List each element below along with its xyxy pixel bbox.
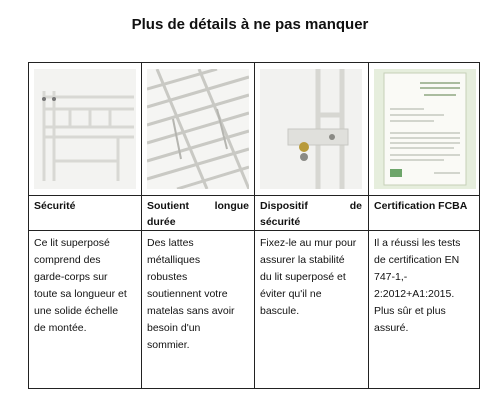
heading-line: Soutient longue bbox=[147, 200, 249, 212]
body-line: assuré. bbox=[374, 322, 409, 334]
wall-bracket-photo-icon bbox=[260, 69, 362, 189]
body-line: sommier. bbox=[147, 339, 190, 351]
row-divider bbox=[29, 230, 479, 231]
body-line: robustes bbox=[147, 271, 188, 283]
body-line: 747-1,- bbox=[374, 271, 408, 283]
body-securite bbox=[34, 235, 138, 337]
heading-line: Dispositif de bbox=[260, 200, 362, 212]
body-line: de montée. bbox=[34, 322, 87, 334]
row-divider bbox=[29, 195, 479, 196]
body-line: soutiennent votre bbox=[147, 288, 228, 300]
heading-line: Sécurité bbox=[34, 200, 76, 212]
heading-line: sécurité bbox=[260, 216, 301, 228]
body-line: 2:2012+A1:2015. bbox=[374, 288, 455, 300]
body-dispositif bbox=[260, 235, 366, 320]
column-divider bbox=[141, 63, 142, 388]
heading-line: durée bbox=[147, 216, 176, 228]
body-line: éviter qu'il ne bbox=[260, 288, 322, 300]
heading-soutient bbox=[147, 198, 249, 230]
body-line: bascule. bbox=[260, 305, 300, 317]
body-line: Fixez-le au mur pour bbox=[260, 237, 357, 249]
body-line: Il a réussi les tests bbox=[374, 237, 461, 249]
body-line: du lit superposé et bbox=[260, 271, 346, 283]
body-line: Plus sûr et plus bbox=[374, 305, 446, 317]
body-line: une solide échelle bbox=[34, 305, 119, 317]
heading-dispositif bbox=[260, 198, 362, 230]
body-line: besoin d'un bbox=[147, 322, 201, 334]
body-line: métalliques bbox=[147, 254, 201, 266]
body-line: assurer la stabilité bbox=[260, 254, 345, 266]
page-title: Plus de détails à ne pas manquer bbox=[131, 16, 369, 33]
heading-line: Certification FCBA bbox=[374, 200, 468, 212]
body-certification bbox=[374, 235, 478, 337]
body-line: comprend des bbox=[34, 254, 101, 266]
details-table bbox=[28, 62, 480, 389]
heading-securite bbox=[34, 198, 136, 214]
metal-slats-photo-icon bbox=[147, 69, 249, 189]
body-line: Ce lit superposé bbox=[34, 237, 110, 249]
body-soutient bbox=[147, 235, 251, 354]
column-divider bbox=[254, 63, 255, 388]
certificate-document-icon bbox=[374, 69, 476, 189]
bed-guardrail-photo-icon bbox=[34, 69, 136, 189]
body-line: matelas sans avoir bbox=[147, 305, 235, 317]
body-line: Des lattes bbox=[147, 237, 194, 249]
body-line: garde-corps sur bbox=[34, 271, 108, 283]
body-line: toute sa longueur et bbox=[34, 288, 127, 300]
column-divider bbox=[368, 63, 369, 388]
body-line: de certification EN bbox=[374, 254, 460, 266]
heading-certification bbox=[374, 198, 476, 214]
